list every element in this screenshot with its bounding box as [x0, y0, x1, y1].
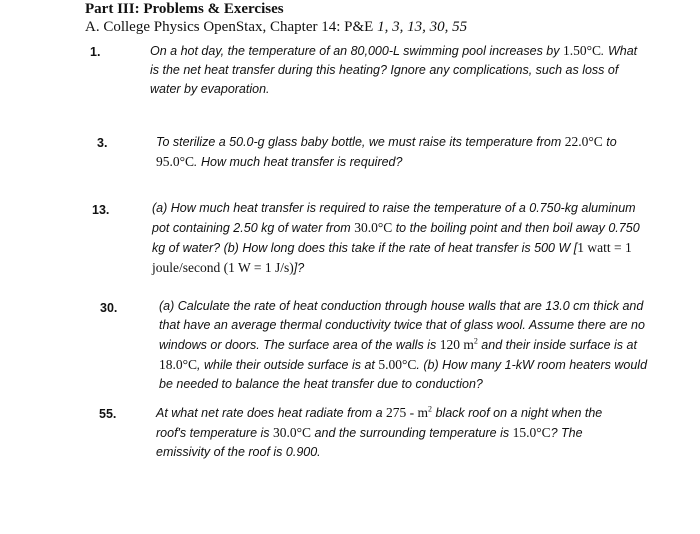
problem-1-number: 1.	[90, 45, 101, 59]
wall-area-value: 120 $m^2$	[439, 336, 478, 352]
inside-temp-value: 18.0°C	[159, 357, 198, 372]
roof-temp-value: 30.0°C	[273, 425, 312, 440]
problem-13-text: (a) How much heat transfer is required to raise the temperature of a 0.750-kg aluminum pot containing 2.50 kg of water from 30.0°C to the boiling point and then boil away 0.750 kg of water? (b) How long does this take if the rate of heat transfer is 500 W [1 watt = 1 joule/second (1 W = 1 J/s)]?	[152, 201, 640, 275]
surrounding-temp-value: 15.0°C	[512, 425, 551, 440]
course-prefix: A. College Physics OpenStax, Chapter 14: P&E	[85, 19, 378, 35]
outside-temp-value: 5.00°C	[378, 357, 417, 372]
problem-list: 1, 3, 13, 30, 55	[377, 19, 468, 35]
part-title: Part III: Problems & Exercises	[85, 1, 284, 17]
problem-13-number: 13.	[92, 203, 110, 217]
final-temp-value: 95.0°C	[156, 154, 195, 169]
problem-55-text: At what net rate does heat radiate from a $275 - m^2$ black roof on a night when the roof's temperature is 30.0°C and the surrounding temperature is 15.0°C? The emissivity of the roof is 0.900.	[156, 404, 603, 459]
problem-30-number: 30.	[100, 301, 118, 315]
problem-30-text: (a) Calculate the rate of heat conduction through house walls that are 13.0 cm thick and that have an average thermal conductivity twice that of glass wool. Assume there are no windows or doors. The surface area of the walls is 120 $m^2$ and their inside surface is at 18.0°C, while their outside surface is at 5.00°C. (b) How many 1-kW room heaters would be needed to balance the heat transfer due to conduction?	[159, 299, 648, 391]
problem-55-number: 55.	[99, 407, 117, 421]
chapter-reference	[85, 19, 467, 36]
water-temp-value: 30.0°C	[354, 220, 393, 235]
initial-temp-value: 22.0°C	[564, 134, 603, 149]
watt-definition: 1 watt = 1 joule/second (1 W = 1 J/s)	[152, 240, 632, 275]
roof-area-value: $275 - m^2$	[386, 404, 432, 420]
problem-3-text: To sterilize a 50.0-g glass baby bottle, we must raise its temperature from 22.0°C to 95.0°C. How much heat transfer is required?	[156, 134, 617, 169]
temp-increase-value: 1.50°C	[562, 43, 601, 58]
problem-1-text: On a hot day, the temperature of an 80,000-L swimming pool increases by 1.50°C. What is the net heat transfer during this heating? Ignore any complications, such as loss of water by evaporation.	[150, 43, 638, 96]
problem-3-number: 3.	[97, 136, 108, 150]
